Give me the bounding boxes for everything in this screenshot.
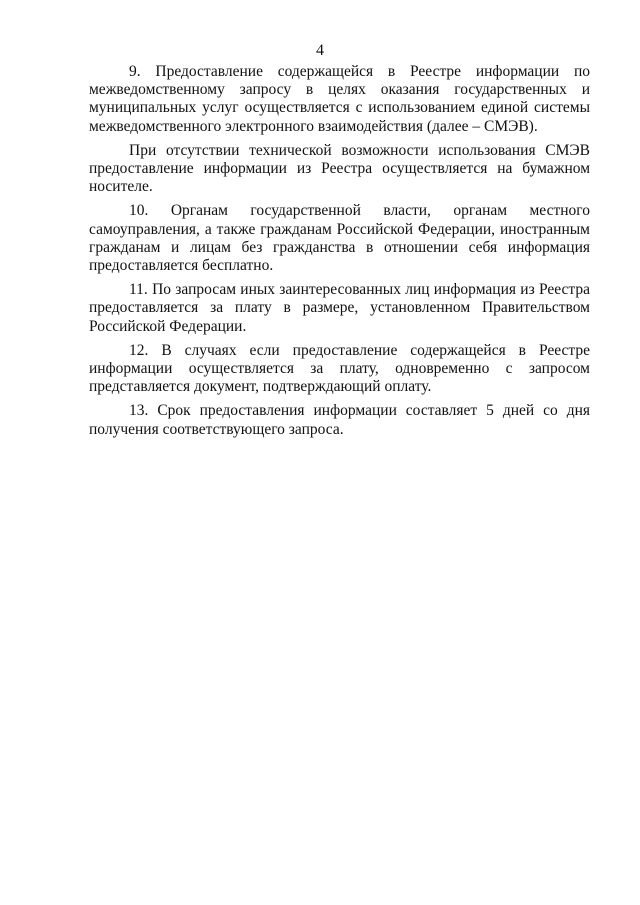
paragraph-10: 10. Органам государственной власти, органам местного самоуправления, а также гражданам Российской Федерации, иностранным гражданам и лицам без гражданства в отношении себя информация предоставляется бесплатно. <box>89 202 590 275</box>
paragraph-9-continuation: При отсутствии технической возможности использования СМЭВ предоставление информации из Реестра осуществляется на бумажном носителе. <box>89 141 590 196</box>
document-body <box>89 63 590 445</box>
paragraph-13: 13. Срок предоставления информации составляет 5 дней со дня получения соответствующего запроса. <box>89 402 590 438</box>
paragraph-11: 11. По запросам иных заинтересованных лиц информация из Реестра предоставляется за плату в размере, установленном Правительством Российской Федерации. <box>89 281 590 335</box>
page-number: 4 <box>316 42 324 59</box>
paragraph-12: 12. В случаях если предоставление содержащейся в Реестре информации осуществляется за плату, одновременно с запросом представляется документ, подтверждающий оплату. <box>89 341 590 396</box>
paragraph-9: 9. Предоставление содержащейся в Реестре информации по межведомственному запросу в целях оказания государственных и муниципальных услуг осуществляется с использованием единой системы межведомственного электронного взаимодействия (далее – СМЭВ). <box>89 63 590 135</box>
